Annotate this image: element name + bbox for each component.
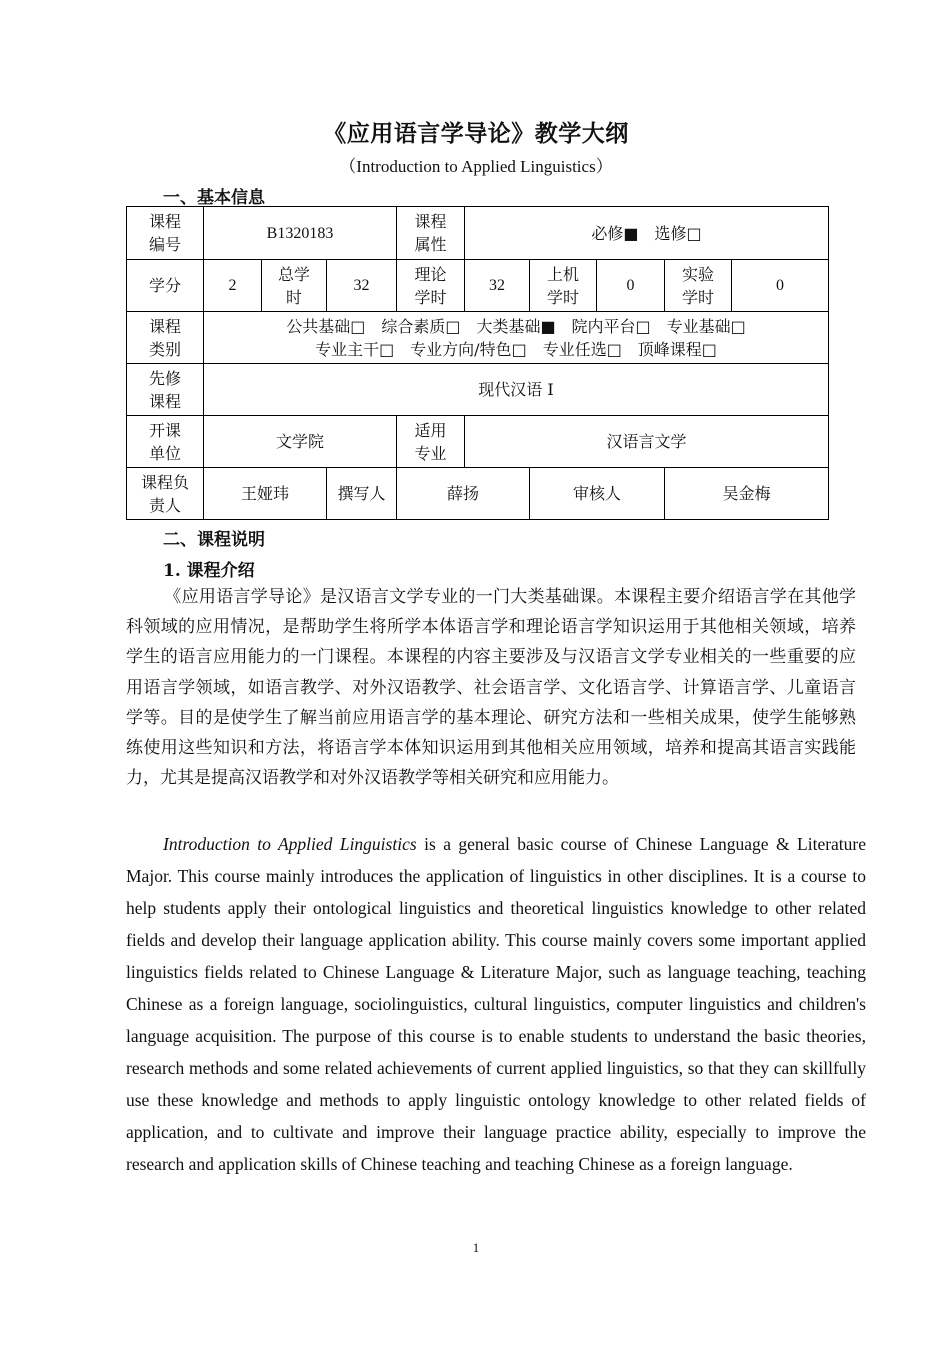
dept-label: 开课单位: [127, 416, 204, 468]
category-label: 课程类别: [127, 312, 204, 364]
section-heading-basic-info: 一、基本信息: [163, 188, 265, 208]
theory-hours-label: 理论学时: [397, 260, 465, 312]
section-heading-description: 二、课程说明: [163, 530, 265, 550]
document-subtitle: （Introduction to Applied Linguistics）: [339, 157, 613, 176]
table-row: [127, 312, 829, 364]
category-line-2: 专业主干□ 专业方向/特色□ 专业任选□ 顶峰课程□: [315, 339, 717, 359]
prereq-label: 先修课程: [127, 364, 204, 416]
lead-label: 课程负责人: [127, 468, 204, 520]
computer-hours-label: 上机学时: [530, 260, 597, 312]
credit-value: 2: [204, 260, 262, 312]
table-row: [127, 416, 829, 468]
course-code-label: 课程编号: [127, 207, 204, 260]
subsection-heading-intro: 1. 课程介绍: [163, 561, 255, 581]
dept-value: 文学院: [204, 416, 397, 468]
prereq-value: 现代汉语 I: [204, 364, 829, 416]
page-number: 1: [472, 1240, 480, 1255]
reviewer-value: 吴金梅: [665, 468, 829, 520]
basic-info-table: [126, 206, 829, 520]
credit-label: 学分: [127, 260, 204, 312]
total-hours-value: 32: [327, 260, 397, 312]
reviewer-label: 审核人: [530, 468, 665, 520]
table-row: [127, 207, 829, 260]
lead-value: 王娅玮: [204, 468, 327, 520]
total-hours-label: 总学时: [262, 260, 327, 312]
course-title-italic: Introduction to Applied Linguistics: [163, 834, 417, 854]
lab-hours-value: 0: [732, 260, 829, 312]
category-value: [204, 312, 829, 364]
course-code-value: B1320183: [204, 207, 397, 260]
document-title: 《应用语言学导论》教学大纲: [323, 120, 629, 147]
course-attr-label: 课程属性: [397, 207, 465, 260]
table-row: [127, 260, 829, 312]
lab-hours-label: 实验学时: [665, 260, 732, 312]
table-row: [127, 468, 829, 520]
writer-value: 薛扬: [397, 468, 530, 520]
table-row: [127, 364, 829, 416]
intro-paragraph-en: Introduction to Applied Linguistics is a general basic course of Chinese Language & Literature Major. This course mainly introduces the application of linguistics in other disciplines. It is a course to help students apply their ontological linguistics and theoretical linguistics knowledge to other related fields and develop their language application ability. This course mainly covers some important applied linguistics fields related to Chinese Language & Literature Major, such as language teaching, teaching Chinese as a foreign language, sociolinguistics, cultural linguistics, computer linguistics and children's language acquisition. The purpose of this course is to enable students to understand the basic theories, research methods and some related achievements of current applied linguistics, so that they can skillfully use these knowledge and methods to apply linguistic ontology knowledge to other related fields of application, and to cultivate and improve their language practice ability, especially to improve the research and application skills of Chinese teaching and teaching Chinese as a foreign language.: [126, 834, 867, 1174]
writer-label: 撰写人: [327, 468, 397, 520]
intro-paragraph-zh: 《应用语言学导论》是汉语言文学专业的一门大类基础课。本课程主要介绍语言学在其他学科领域的应用情况，是帮助学生将所学本体语言学和理论语言学知识运用于其他相关领域，培养学生的语言应用能力的一门课程。本课程的内容主要涉及与汉语言文学专业相关的一些重要的应用语言学领域，如语言教学、对外汉语教学、社会语言学、文化语言学、计算语言学、儿童语言学等。目的是使学生了解当前应用语言学的基本理论、研究方法和一些相关成果，使学生能够熟练使用这些知识和方法，将语言学本体知识运用到其他相关应用领域，培养和提高其语言实践能力，尤其是提高汉语教学和对外汉语教学等相关研究和应用能力。: [126, 587, 856, 789]
course-attr-value: 必修■ 选修□: [465, 207, 829, 260]
category-line-1: 公共基础□ 综合素质□ 大类基础■ 院内平台□ 专业基础□: [286, 316, 746, 336]
major-label: 适用专业: [397, 416, 465, 468]
theory-hours-value: 32: [465, 260, 530, 312]
major-value: 汉语言文学: [465, 416, 829, 468]
computer-hours-value: 0: [597, 260, 665, 312]
